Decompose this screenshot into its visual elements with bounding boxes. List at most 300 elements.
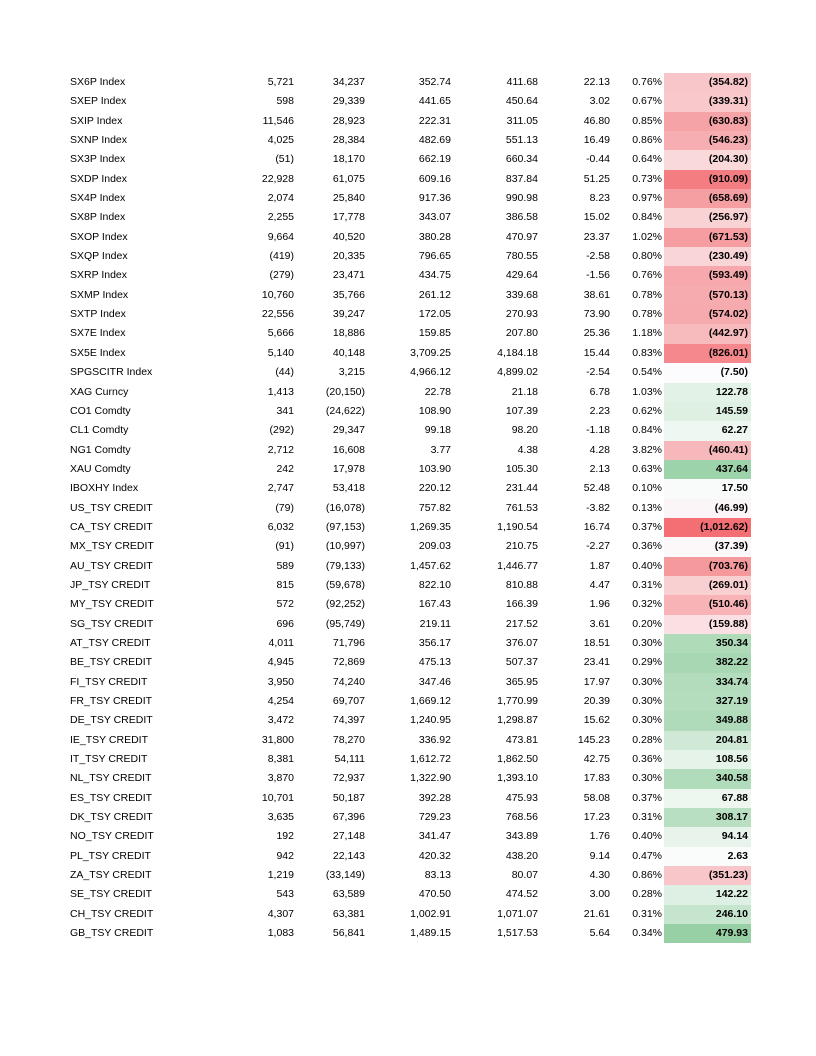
value-col3-cell: 167.43: [418, 598, 451, 611]
value-col2-cell: 74,397: [332, 714, 365, 727]
value-col4-cell: 80.07: [511, 869, 538, 882]
value-col2-cell: 72,937: [332, 772, 365, 785]
value-col2-cell: 18,170: [332, 153, 365, 166]
value-col1-cell: 3,870: [267, 772, 294, 785]
table-row: [66, 576, 751, 595]
value-col5-cell: 1.96: [589, 598, 610, 611]
value-col5-cell: 23.37: [583, 230, 610, 243]
ticker-cell: MX_TSY CREDIT: [70, 540, 154, 553]
data-table: [66, 73, 751, 943]
table-row: [66, 518, 751, 537]
value-col3-cell: 475.13: [418, 656, 451, 669]
value-col3-cell: 470.50: [418, 888, 451, 901]
percent-cell: 1.03%: [632, 385, 662, 398]
pnl-cell: 204.81: [664, 731, 751, 750]
percent-cell: 1.18%: [632, 327, 662, 340]
value-col3-cell: 261.12: [418, 288, 451, 301]
table-row: [66, 731, 751, 750]
percent-cell: 0.31%: [632, 811, 662, 824]
value-col2-cell: 40,520: [332, 230, 365, 243]
value-col2-cell: (95,749): [325, 617, 365, 630]
percent-cell: 0.63%: [632, 462, 662, 475]
value-col4-cell: 21.18: [511, 385, 538, 398]
value-col2-cell: 56,841: [332, 927, 365, 940]
value-col1-cell: 2,255: [267, 211, 294, 224]
value-col5-cell: -2.54: [586, 366, 610, 379]
value-col5-cell: 17.83: [583, 772, 610, 785]
value-col2-cell: 20,335: [332, 250, 365, 263]
value-col4-cell: 343.89: [505, 830, 538, 843]
ticker-cell: ES_TSY CREDIT: [70, 791, 153, 804]
percent-cell: 0.40%: [632, 830, 662, 843]
value-col5-cell: -1.56: [586, 269, 610, 282]
value-col1-cell: (279): [269, 269, 294, 282]
value-col4-cell: 210.75: [505, 540, 538, 553]
percent-cell: 0.47%: [632, 849, 662, 862]
ticker-cell: DE_TSY CREDIT: [70, 714, 153, 727]
pnl-cell: 17.50: [664, 479, 751, 498]
table-row: [66, 421, 751, 440]
ticker-cell: ZA_TSY CREDIT: [70, 869, 152, 882]
value-col5-cell: 18.51: [583, 636, 610, 649]
value-col4-cell: 4,184.18: [497, 346, 538, 359]
ticker-cell: CA_TSY CREDIT: [70, 520, 153, 533]
value-col3-cell: 3,709.25: [410, 346, 451, 359]
percent-cell: 0.85%: [632, 114, 662, 127]
value-col4-cell: 376.07: [505, 636, 538, 649]
percent-cell: 0.84%: [632, 424, 662, 437]
percent-cell: 0.73%: [632, 172, 662, 185]
value-col1-cell: 3,472: [267, 714, 294, 727]
percent-cell: 0.10%: [632, 482, 662, 495]
value-col4-cell: 4,899.02: [497, 366, 538, 379]
table-row: [66, 383, 751, 402]
percent-cell: 0.30%: [632, 636, 662, 649]
value-col1-cell: (44): [275, 366, 294, 379]
table-row: [66, 789, 751, 808]
table-row: [66, 673, 751, 692]
table-row: [66, 92, 751, 111]
value-col4-cell: 1,770.99: [497, 695, 538, 707]
value-col1-cell: 1,083: [267, 927, 294, 940]
value-col2-cell: 63,381: [332, 907, 365, 920]
value-col4-cell: 473.81: [505, 733, 538, 746]
value-col4-cell: 1,071.07: [497, 907, 538, 920]
pnl-cell: 108.56: [664, 750, 751, 769]
table-row: [66, 286, 751, 305]
value-col1-cell: 3,950: [267, 675, 294, 688]
pnl-cell: (354.82): [664, 73, 751, 92]
table-row: [66, 247, 751, 266]
table-row: [66, 170, 751, 189]
ticker-cell: MY_TSY CREDIT: [70, 598, 154, 611]
value-col1-cell: 11,546: [262, 114, 294, 127]
value-col2-cell: (97,153): [325, 520, 365, 533]
value-col2-cell: 39,247: [332, 308, 365, 321]
table-row: [66, 769, 751, 788]
value-col5-cell: 2.13: [589, 462, 610, 475]
table-row: [66, 499, 751, 518]
value-col5-cell: 20.39: [583, 695, 610, 707]
value-col2-cell: 72,869: [332, 656, 365, 669]
value-col3-cell: 222.31: [418, 114, 451, 127]
percent-cell: 0.31%: [632, 578, 662, 591]
table-row: [66, 866, 751, 885]
value-col4-cell: 411.68: [506, 76, 538, 88]
pnl-cell: (826.01): [664, 344, 751, 363]
value-col4-cell: 429.64: [505, 269, 538, 282]
value-col4-cell: 470.97: [505, 230, 538, 243]
value-col3-cell: 441.65: [418, 95, 451, 108]
pnl-cell: (256.97): [664, 208, 751, 227]
value-col4-cell: 105.30: [505, 462, 538, 475]
value-col2-cell: (79,133): [325, 559, 365, 572]
value-col2-cell: 25,840: [332, 192, 365, 205]
value-col2-cell: 34,237: [332, 76, 365, 88]
percent-cell: 0.67%: [632, 95, 662, 108]
pnl-cell: (230.49): [664, 247, 751, 266]
ticker-cell: FI_TSY CREDIT: [70, 675, 148, 688]
value-col2-cell: 3,215: [338, 366, 365, 379]
pnl-cell: (339.31): [664, 92, 751, 111]
pnl-cell: 122.78: [664, 383, 751, 402]
value-col3-cell: 343.07: [418, 211, 451, 224]
value-col5-cell: 15.02: [583, 211, 610, 224]
value-col4-cell: 1,393.10: [497, 772, 538, 785]
pnl-cell: 334.74: [664, 673, 751, 692]
ticker-cell: SX6P Index: [70, 76, 126, 88]
value-col4-cell: 4.38: [517, 443, 538, 456]
value-col1-cell: 10,760: [261, 288, 294, 301]
ticker-cell: NL_TSY CREDIT: [70, 772, 152, 785]
percent-cell: 0.76%: [632, 269, 662, 282]
value-col3-cell: 347.46: [418, 675, 451, 688]
value-col5-cell: 51.25: [583, 172, 610, 185]
table-row: [66, 905, 751, 924]
value-col4-cell: 507.37: [505, 656, 538, 669]
value-col1-cell: 22,556: [261, 308, 294, 321]
ticker-cell: SXQP Index: [70, 250, 128, 263]
value-col1-cell: 598: [276, 95, 294, 108]
table-row: [66, 885, 751, 904]
value-col5-cell: 17.97: [583, 675, 610, 688]
value-col2-cell: (59,678): [325, 578, 365, 591]
ticker-cell: IBOXHY Index: [70, 482, 139, 495]
percent-cell: 0.80%: [632, 250, 662, 263]
percent-cell: 0.78%: [632, 288, 662, 301]
value-col2-cell: (10,997): [325, 540, 365, 553]
value-col5-cell: 4.47: [589, 578, 610, 591]
table-row: [66, 634, 751, 653]
pnl-cell: 382.22: [664, 653, 751, 672]
percent-cell: 1.02%: [632, 230, 662, 243]
value-col1-cell: (292): [269, 424, 294, 437]
ticker-cell: SXRP Index: [70, 269, 128, 282]
pnl-cell: 340.58: [664, 769, 751, 788]
value-col1-cell: 1,413: [267, 385, 294, 398]
value-col2-cell: 28,384: [332, 134, 365, 147]
percent-cell: 0.78%: [632, 308, 662, 321]
value-col3-cell: 1,612.72: [410, 753, 451, 766]
ticker-cell: SG_TSY CREDIT: [70, 617, 154, 630]
value-col3-cell: 1,489.15: [410, 927, 451, 940]
value-col1-cell: 815: [276, 578, 294, 591]
percent-cell: 0.28%: [632, 888, 662, 901]
ticker-cell: CO1 Comdty: [70, 404, 131, 417]
value-col4-cell: 660.34: [505, 153, 538, 166]
value-col3-cell: 420.32: [418, 849, 451, 862]
pnl-cell: (658.69): [664, 189, 751, 208]
value-col2-cell: 53,418: [332, 482, 365, 495]
value-col1-cell: 4,254: [267, 695, 294, 707]
value-col4-cell: 217.52: [505, 617, 538, 630]
percent-cell: 0.86%: [632, 869, 662, 882]
value-col2-cell: 50,187: [332, 791, 365, 804]
value-col5-cell: 17.23: [583, 811, 610, 824]
percent-cell: 3.82%: [632, 443, 662, 456]
value-col5-cell: 25.36: [583, 327, 610, 340]
percent-cell: 0.83%: [632, 346, 662, 359]
ticker-cell: PL_TSY CREDIT: [70, 849, 151, 862]
percent-cell: 0.37%: [632, 791, 662, 804]
value-col5-cell: 4.30: [589, 869, 610, 882]
value-col4-cell: 231.44: [505, 482, 538, 495]
table-row: [66, 189, 751, 208]
value-col3-cell: 757.82: [418, 501, 451, 514]
table-row: [66, 363, 751, 382]
pnl-cell: (593.49): [664, 266, 751, 285]
value-col5-cell: 15.44: [583, 346, 610, 359]
value-col2-cell: 78,270: [332, 733, 365, 746]
value-col5-cell: 21.61: [583, 907, 610, 920]
value-col5-cell: 5.64: [589, 927, 610, 940]
percent-cell: 0.62%: [632, 404, 662, 417]
ticker-cell: AT_TSY CREDIT: [70, 636, 151, 649]
pnl-cell: 67.88: [664, 789, 751, 808]
value-col1-cell: 1,219: [267, 869, 294, 882]
value-col4-cell: 474.52: [505, 888, 538, 901]
value-col4-cell: 1,298.87: [497, 714, 538, 727]
table-row: [66, 73, 751, 92]
value-col4-cell: 270.93: [505, 308, 538, 321]
pnl-cell: (703.76): [664, 557, 751, 576]
value-col2-cell: 23,471: [332, 269, 365, 282]
value-col3-cell: 662.19: [418, 153, 451, 166]
value-col3-cell: 108.90: [418, 404, 451, 417]
ticker-cell: SX3P Index: [70, 153, 126, 166]
value-col5-cell: 23.41: [583, 656, 610, 669]
value-col5-cell: 73.90: [583, 308, 610, 321]
value-col1-cell: 22,928: [261, 172, 294, 185]
value-col3-cell: 917.36: [418, 192, 451, 205]
value-col4-cell: 1,517.53: [497, 927, 538, 940]
value-col1-cell: 543: [276, 888, 294, 901]
ticker-cell: SXIP Index: [70, 114, 123, 127]
value-col5-cell: -3.82: [586, 501, 610, 514]
percent-cell: 0.32%: [632, 598, 662, 611]
value-col1-cell: 5,666: [267, 327, 294, 340]
ticker-cell: DK_TSY CREDIT: [70, 811, 153, 824]
value-col2-cell: 69,707: [332, 695, 365, 707]
table-row: [66, 692, 751, 711]
value-col2-cell: 27,148: [332, 830, 365, 843]
pnl-cell: (351.23): [664, 866, 751, 885]
ticker-cell: IE_TSY CREDIT: [70, 733, 148, 746]
pnl-cell: 142.22: [664, 885, 751, 904]
table-row: [66, 808, 751, 827]
percent-cell: 0.84%: [632, 211, 662, 224]
value-col1-cell: 4,945: [267, 656, 294, 669]
table-row: [66, 479, 751, 498]
value-col1-cell: 9,664: [267, 230, 294, 243]
percent-cell: 0.36%: [632, 540, 662, 553]
value-col1-cell: 8,381: [267, 753, 294, 766]
value-col1-cell: 4,011: [268, 636, 294, 649]
pnl-cell: 94.14: [664, 827, 751, 846]
value-col5-cell: -0.44: [586, 153, 610, 166]
percent-cell: 0.36%: [632, 753, 662, 766]
ticker-cell: SX7E Index: [70, 327, 126, 340]
value-col3-cell: 1,002.91: [410, 907, 451, 920]
value-col5-cell: 3.61: [589, 617, 610, 630]
value-col1-cell: (419): [269, 250, 294, 263]
pnl-cell: 246.10: [664, 905, 751, 924]
pnl-cell: (510.46): [664, 595, 751, 614]
value-col5-cell: -2.58: [586, 250, 610, 263]
value-col5-cell: 22.13: [583, 76, 610, 88]
table-row: [66, 460, 751, 479]
value-col3-cell: 83.13: [424, 869, 451, 882]
value-col4-cell: 475.93: [505, 791, 538, 804]
value-col2-cell: 63,589: [332, 888, 365, 901]
pnl-cell: 308.17: [664, 808, 751, 827]
percent-cell: 0.30%: [632, 772, 662, 785]
pnl-cell: (671.53): [664, 228, 751, 247]
value-col4-cell: 311.05: [506, 114, 538, 127]
value-col1-cell: 2,747: [267, 482, 294, 495]
value-col2-cell: 54,111: [334, 753, 365, 766]
percent-cell: 0.31%: [632, 907, 662, 920]
value-col3-cell: 209.03: [418, 540, 451, 553]
value-col2-cell: 40,148: [332, 346, 365, 359]
ticker-cell: FR_TSY CREDIT: [70, 695, 153, 707]
pnl-cell: (7.50): [664, 363, 751, 382]
value-col4-cell: 386.58: [505, 211, 538, 224]
ticker-cell: NG1 Comdty: [70, 443, 131, 456]
value-col1-cell: 3,635: [267, 811, 294, 824]
value-col2-cell: 35,766: [332, 288, 365, 301]
value-col3-cell: 99.18: [424, 424, 451, 437]
value-col3-cell: 796.65: [418, 250, 451, 263]
value-col1-cell: 2,074: [267, 192, 294, 205]
value-col3-cell: 434.75: [418, 269, 451, 282]
value-col5-cell: 1.76: [589, 830, 610, 843]
value-col2-cell: 18,886: [332, 327, 365, 340]
value-col5-cell: 2.23: [589, 404, 610, 417]
value-col2-cell: 29,339: [332, 95, 365, 108]
value-col1-cell: 572: [276, 598, 294, 611]
value-col4-cell: 990.98: [505, 192, 538, 205]
ticker-cell: XAG Curncy: [70, 385, 129, 398]
value-col3-cell: 729.23: [418, 811, 451, 824]
spreadsheet-page: [66, 73, 748, 943]
table-row: [66, 344, 751, 363]
pnl-cell: 145.59: [664, 402, 751, 421]
percent-cell: 0.97%: [632, 192, 662, 205]
value-col5-cell: 4.28: [589, 443, 610, 456]
pnl-cell: 479.93: [664, 924, 751, 943]
percent-cell: 0.13%: [632, 501, 662, 514]
value-col2-cell: 22,143: [332, 849, 365, 862]
table-row: [66, 208, 751, 227]
ticker-cell: SXDP Index: [70, 172, 128, 185]
pnl-cell: (269.01): [664, 576, 751, 595]
value-col4-cell: 98.20: [511, 424, 538, 437]
table-row: [66, 924, 751, 943]
value-col2-cell: (20,150): [325, 385, 365, 398]
value-col5-cell: 16.74: [583, 520, 610, 533]
value-col3-cell: 482.69: [418, 134, 451, 147]
value-col3-cell: 1,269.35: [410, 520, 451, 533]
ticker-cell: SX4P Index: [70, 192, 126, 205]
percent-cell: 0.28%: [632, 733, 662, 746]
value-col3-cell: 336.92: [418, 733, 451, 746]
value-col1-cell: (51): [275, 153, 294, 166]
value-col4-cell: 1,862.50: [497, 753, 538, 766]
value-col3-cell: 22.78: [424, 385, 451, 398]
ticker-cell: SXEP Index: [70, 95, 127, 108]
value-col5-cell: 145.23: [577, 733, 610, 746]
value-col5-cell: 46.80: [583, 114, 610, 127]
table-row: [66, 595, 751, 614]
value-col5-cell: 1.87: [589, 559, 610, 572]
value-col5-cell: 8.23: [589, 192, 610, 205]
percent-cell: 0.86%: [632, 134, 662, 147]
table-row: [66, 557, 751, 576]
table-row: [66, 228, 751, 247]
ticker-cell: AU_TSY CREDIT: [70, 559, 153, 572]
percent-cell: 0.40%: [632, 559, 662, 572]
table-row: [66, 324, 751, 343]
value-col2-cell: 28,923: [332, 114, 365, 127]
pnl-cell: (460.41): [664, 441, 751, 460]
value-col3-cell: 220.12: [418, 482, 451, 495]
pnl-cell: 437.64: [664, 460, 751, 479]
pnl-cell: (46.99): [664, 499, 751, 518]
value-col3-cell: 219.11: [419, 617, 451, 630]
value-col5-cell: 16.49: [583, 134, 610, 147]
percent-cell: 0.37%: [632, 520, 662, 533]
percent-cell: 0.76%: [632, 76, 662, 88]
value-col3-cell: 609.16: [418, 172, 451, 185]
value-col1-cell: 5,721: [267, 76, 294, 88]
percent-cell: 0.30%: [632, 695, 662, 707]
pnl-cell: (910.09): [664, 170, 751, 189]
value-col3-cell: 356.17: [418, 636, 451, 649]
value-col4-cell: 365.95: [505, 675, 538, 688]
value-col4-cell: 107.39: [505, 404, 538, 417]
value-col3-cell: 1,240.95: [410, 714, 451, 727]
value-col4-cell: 551.13: [505, 134, 538, 147]
value-col3-cell: 380.28: [418, 230, 451, 243]
value-col4-cell: 810.88: [505, 578, 538, 591]
ticker-cell: SXOP Index: [70, 230, 128, 243]
value-col1-cell: 341: [276, 404, 294, 417]
pnl-cell: (204.30): [664, 150, 751, 169]
table-row: [66, 441, 751, 460]
value-col1-cell: 942: [276, 849, 294, 862]
value-col3-cell: 1,669.12: [410, 695, 451, 707]
